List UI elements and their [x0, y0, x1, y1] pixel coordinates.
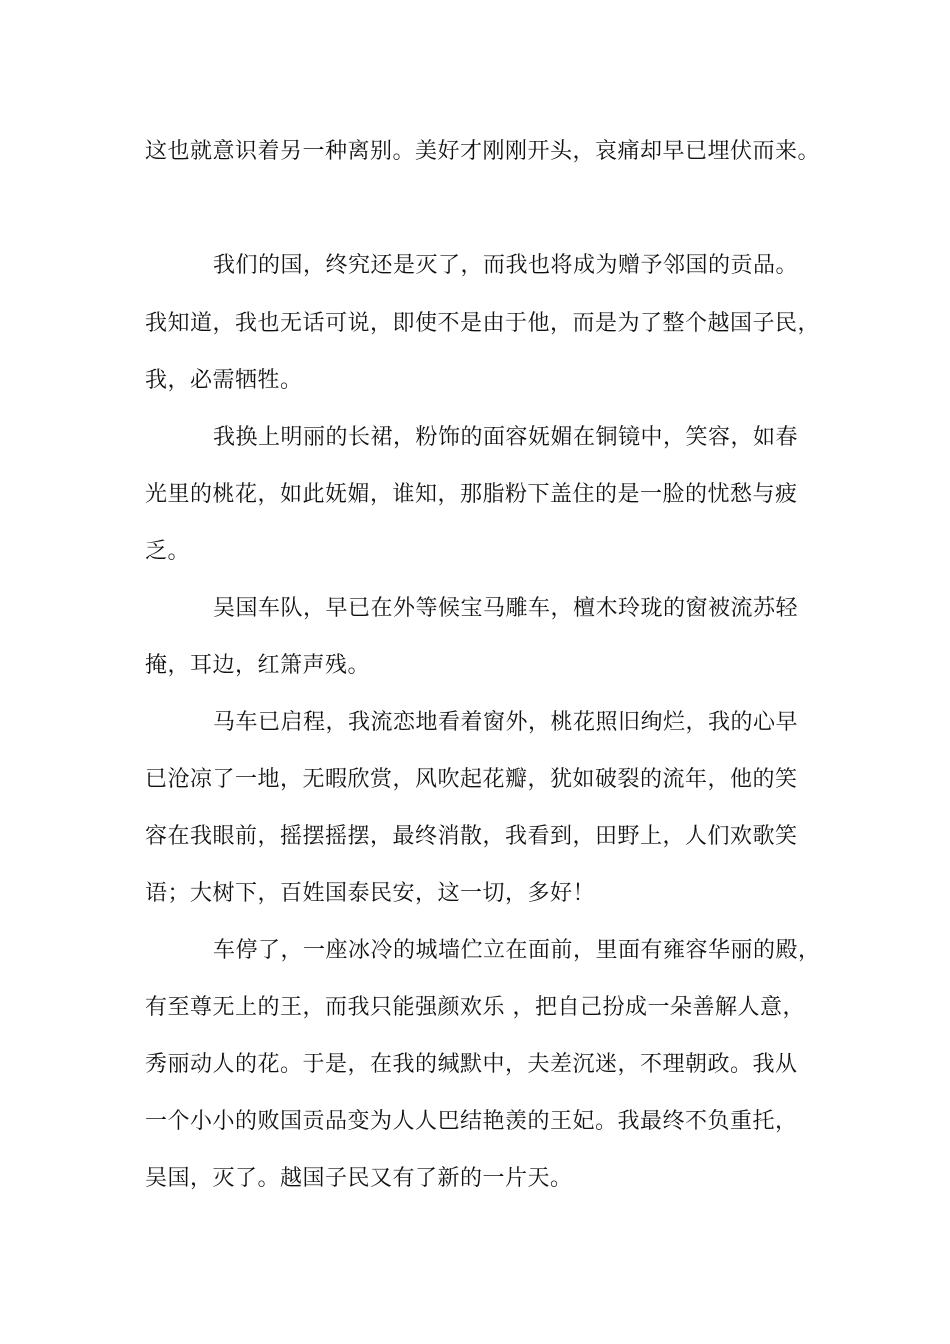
paragraph-start-line: 我换上明丽的长裙，粉饰的面容妩媚在铜镜中，笑容，如春 [213, 425, 799, 450]
text-line: 一个小小的败国贡品变为人人巴结艳羡的王妃。我最终不负重托， [145, 1109, 798, 1134]
text-line: 秀丽动人的花。于是，在我的缄默中，夫差沉迷，不理朝政。我从 [145, 1052, 798, 1077]
text-line: 我知道，我也无话可说，即使不是由于他，而是为了整个越国子民， [145, 311, 821, 336]
text-line: 吴国，灭了。越国子民又有了新的一片天。 [145, 1166, 573, 1191]
text-line: 掩，耳边，红箫声残。 [145, 653, 371, 678]
paragraph-start-line: 吴国车队，早已在外等候宝马雕车，檀木玲珑的窗被流苏轻 [213, 596, 799, 621]
paragraph-start-line: 车停了，一座冰冷的城墙伫立在面前，里面有雍容华丽的殿， [213, 938, 821, 963]
text-line: 已沧凉了一地，无暇欣赏，风吹起花瓣，犹如破裂的流年，他的笑 [145, 767, 798, 792]
text-line: 语；大树下，百姓国泰民安，这一切，多好！ [145, 881, 596, 906]
paragraph-start-line: 我们的国，终究还是灭了，而我也将成为赠予邻国的贡品。 [213, 253, 799, 278]
text-line: 光里的桃花，如此妩媚，谁知，那脂粉下盖住的是一脸的忧愁与疲 [145, 482, 798, 507]
text-line: 容在我眼前，摇摆摇摆，最终消散，我看到，田野上，人们欢歌笑 [145, 824, 798, 849]
text-line: 有至尊无上的王，而我只能强颜欢乐 ，把自己扮成一朵善解人意， [145, 995, 805, 1020]
paragraph-start-line: 马车已启程，我流恋地看着窗外，桃花照旧绚烂，我的心早 [213, 710, 799, 735]
text-line: 这也就意识着另一种离别。美好才刚刚开头，哀痛却早已埋伏而来。 [145, 139, 821, 164]
text-line: 乏。 [145, 539, 191, 564]
text-line: 我，必需牺牲。 [145, 368, 303, 393]
